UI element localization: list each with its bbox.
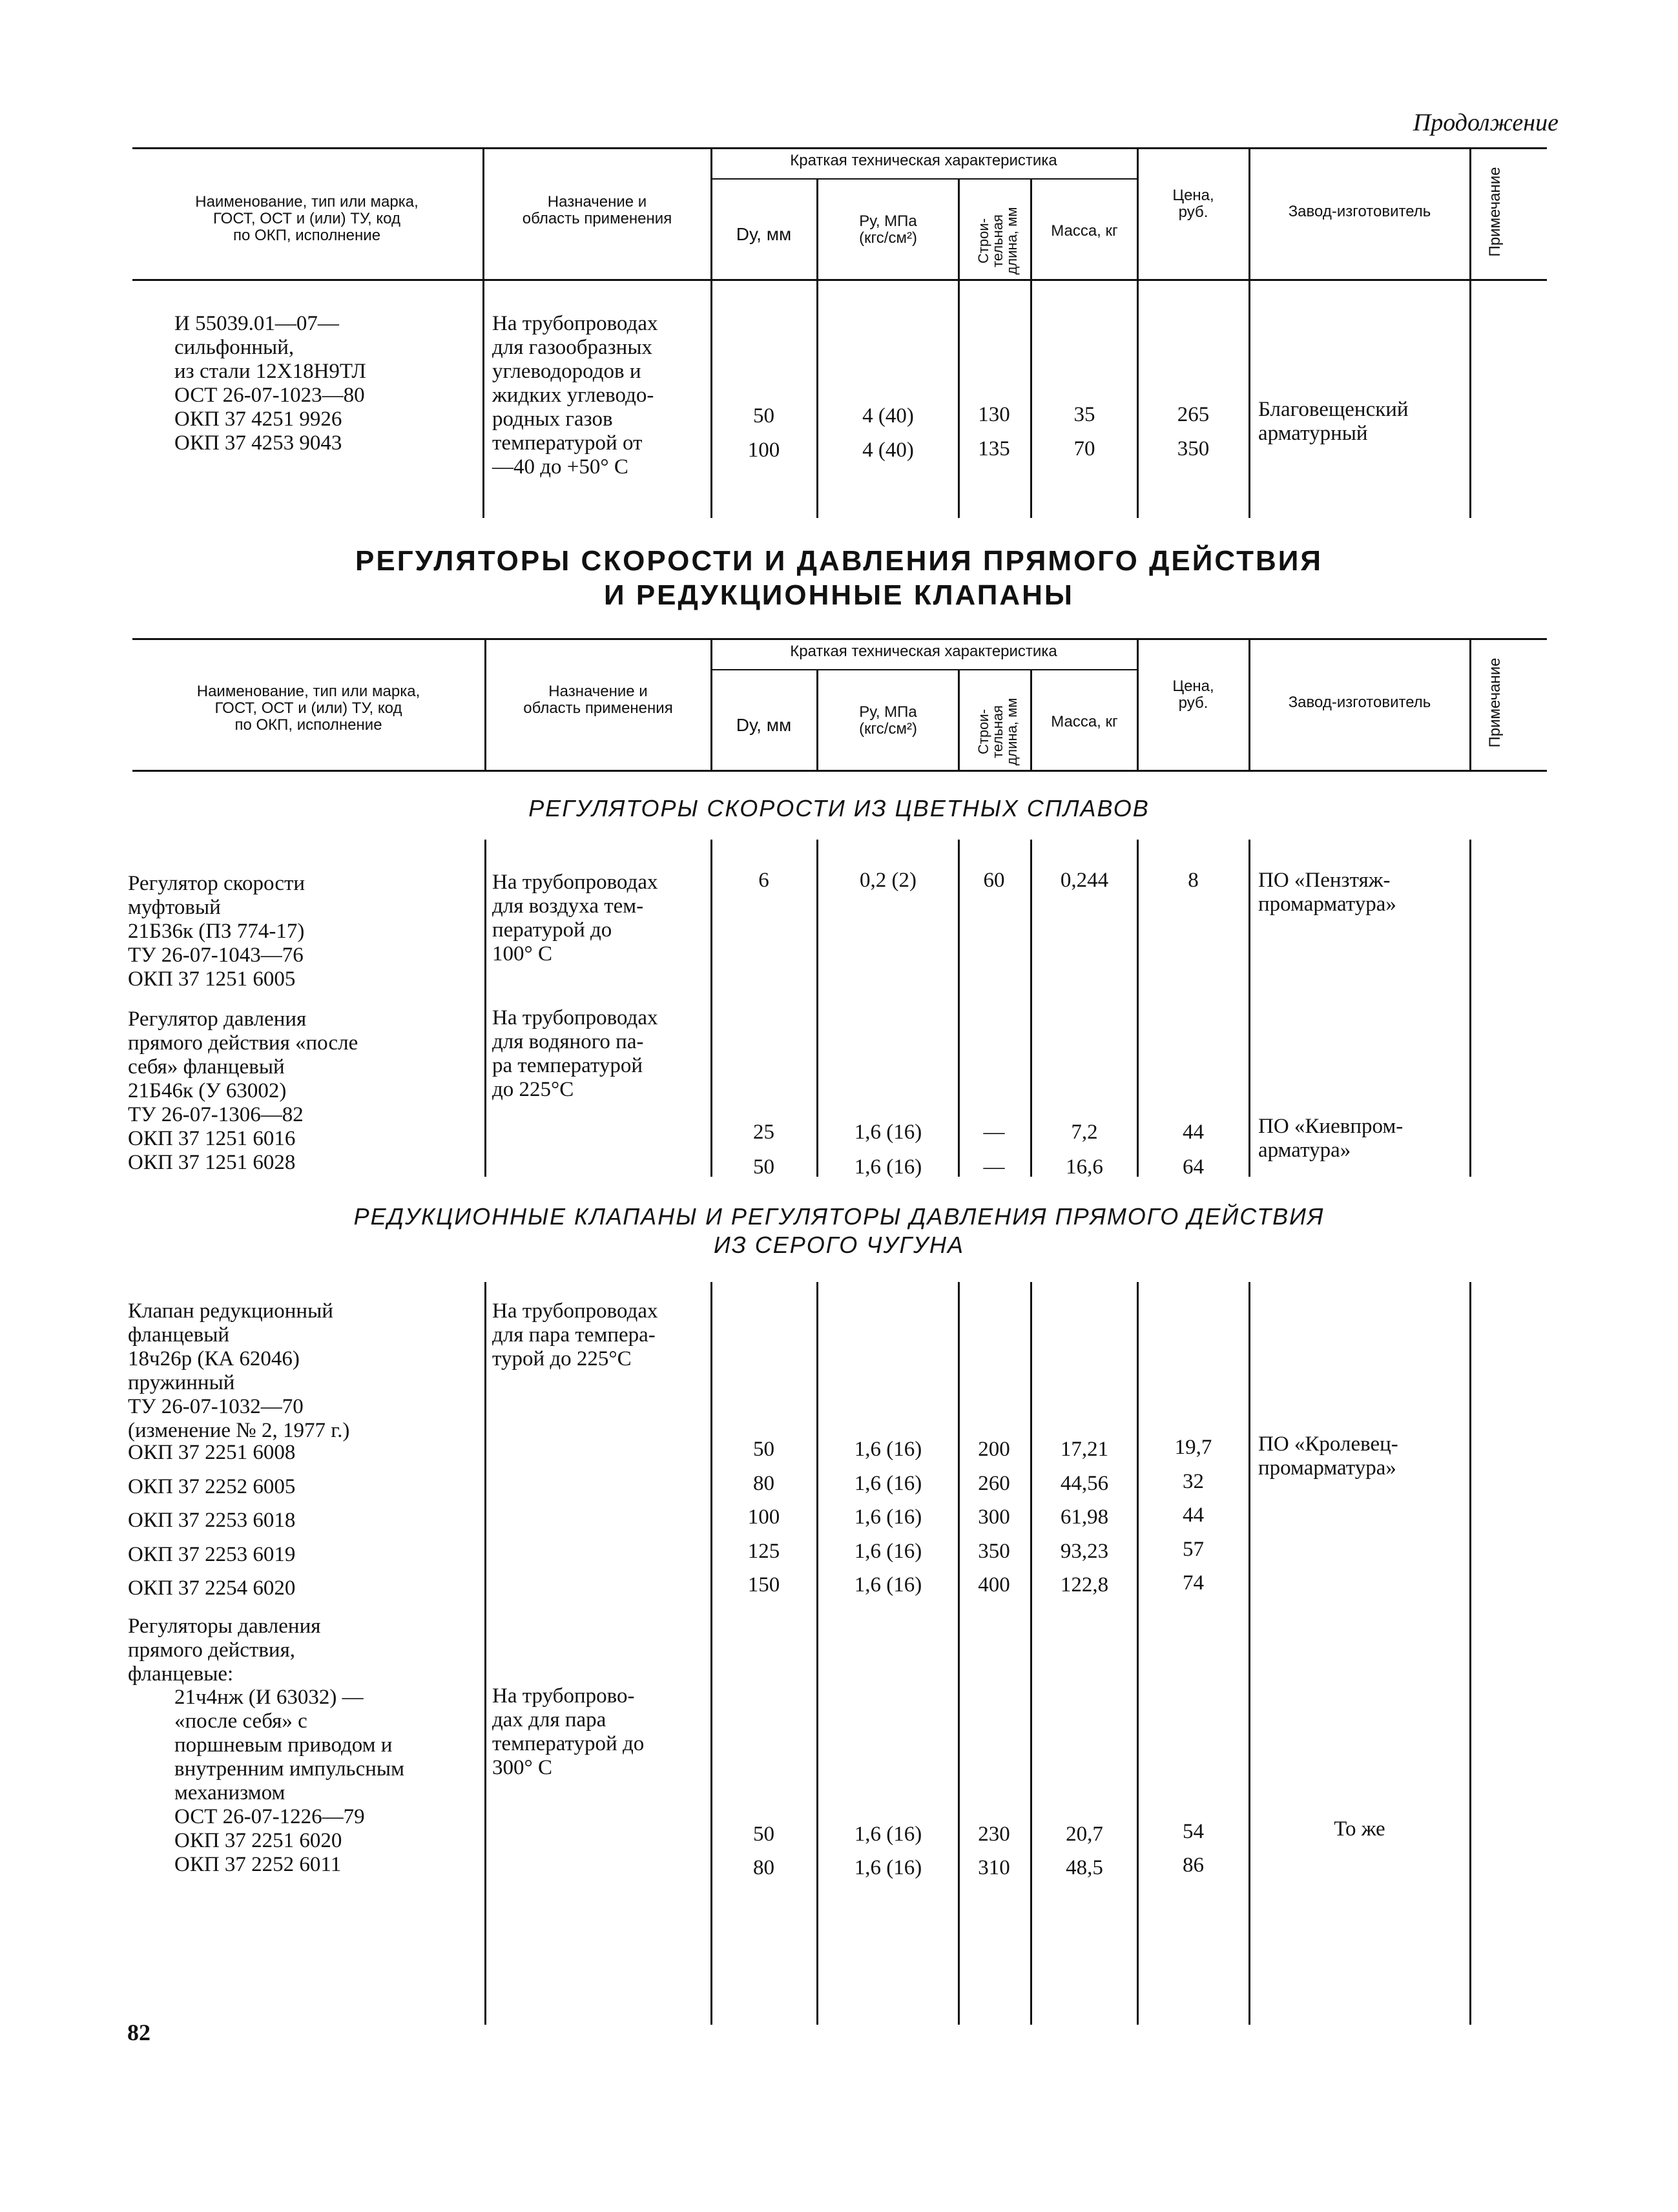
row1-maker: Благовещенский арматурный bbox=[1258, 398, 1409, 445]
rowB-purpose: На трубопроводах для водяного па- ра температурой до 225°С bbox=[492, 1006, 658, 1101]
rowB-length: — — bbox=[983, 1121, 1005, 1179]
header2-price: Цена, руб. bbox=[1172, 677, 1214, 712]
rowD-dy: 50 80 bbox=[753, 1823, 774, 1879]
header-purpose: Назначение и область применения bbox=[522, 193, 672, 227]
row1-name: И 55039.01—07— сильфонный, из стали 12Х18Н9ТЛ ОСТ 26-07-1023—80 ОКП 37 4251 9926 ОКП 37 4253 9043 bbox=[174, 312, 366, 455]
header-mass: Масса, кг bbox=[1051, 222, 1118, 240]
header-note: Примечание bbox=[1486, 167, 1504, 257]
rowB-py: 1,6 (16) 1,6 (16) bbox=[854, 1121, 922, 1179]
row1-price: 265 350 bbox=[1177, 403, 1210, 460]
header2-mass: Масса, кг bbox=[1051, 713, 1118, 730]
page-title-line1: РЕГУЛЯТОРЫ СКОРОСТИ И ДАВЛЕНИЯ ПРЯМОГО ДЕЙСТВИЯ bbox=[355, 545, 1323, 577]
rowC-codes: ОКП 37 2251 6008 ОКП 37 2252 6005 ОКП 37 2253 6018 ОКП 37 2253 6019 ОКП 37 2254 6020 bbox=[128, 1441, 296, 1600]
rowA-dy: 6 bbox=[758, 869, 769, 892]
rowC-mass: 17,21 44,56 61,98 93,23 122,8 bbox=[1060, 1438, 1109, 1597]
rowB-dy: 25 50 bbox=[753, 1121, 774, 1179]
continuation-label: Продолжение bbox=[1413, 109, 1559, 136]
rowD-price: 54 86 bbox=[1183, 1820, 1204, 1877]
rowB-price: 44 64 bbox=[1183, 1121, 1204, 1179]
rowD-maker: То же bbox=[1334, 1817, 1385, 1841]
rowD-mass: 20,7 48,5 bbox=[1066, 1823, 1103, 1879]
row1-length: 130 135 bbox=[978, 403, 1010, 460]
header-price: Цена, руб. bbox=[1172, 187, 1214, 221]
header-dy: Dу, мм bbox=[736, 224, 792, 244]
header-length: Строи- тельная длина, мм bbox=[975, 207, 1020, 275]
header2-maker: Завод-изготовитель bbox=[1288, 694, 1431, 711]
section-heading-1: РЕГУЛЯТОРЫ СКОРОСТИ ИЗ ЦВЕТНЫХ СПЛАВОВ bbox=[528, 795, 1150, 822]
section-heading-2-line2: ИЗ СЕРОГО ЧУГУНА bbox=[713, 1232, 965, 1258]
rowD-name: Регуляторы давления прямого действия, фланцевые: bbox=[128, 1615, 321, 1686]
row1-dy: 50 100 bbox=[747, 404, 780, 462]
rowC-price: 19,7 32 44 57 74 bbox=[1174, 1436, 1212, 1595]
rowB-mass: 7,2 16,6 bbox=[1066, 1121, 1103, 1179]
header2-py: Pу, МПа (кгс/см²) bbox=[859, 703, 917, 738]
rowA-purpose: На трубопроводах для воздуха тем- пературой до 100° С bbox=[492, 871, 658, 966]
rowD-length: 230 310 bbox=[978, 1823, 1010, 1879]
rowD-sub: 21ч4нж (И 63032) — «после себя» с поршневым приводом и внутренним импульсным механизмом ОСТ 26-07-1226—79 ОКП 37 2251 6020 ОКП 37 2252 6011 bbox=[174, 1686, 404, 1876]
header2-tech: Краткая техническая характеристика bbox=[790, 643, 1057, 660]
rowA-py: 0,2 (2) bbox=[860, 869, 917, 892]
rowD-py: 1,6 (16) 1,6 (16) bbox=[854, 1823, 922, 1879]
header2-length: Строи- тельная длина, мм bbox=[975, 698, 1020, 766]
page-title-line2: И РЕДУКЦИОННЫЕ КЛАПАНЫ bbox=[603, 579, 1075, 611]
header-tech: Краткая техническая характеристика bbox=[790, 152, 1057, 169]
rowD-purpose: На трубопрово- дах для пара температурой до 300° С bbox=[492, 1684, 645, 1779]
header-name: Наименование, тип или марка, ГОСТ, ОСТ и (или) ТУ, код по ОКП, исполнение bbox=[195, 193, 419, 244]
row1-purpose: На трубопроводах для газообразных углеводородов и жидких углеводо- родных газов температурой от —40 до +50° С bbox=[492, 312, 658, 479]
rowC-dy: 50 80 100 125 150 bbox=[747, 1438, 780, 1597]
rowA-length: 60 bbox=[983, 869, 1005, 892]
page-number: 82 bbox=[127, 2020, 150, 2045]
rowC-name: Клапан редукционный фланцевый 18ч26р (КА 62046) пружинный ТУ 26-07-1032—70 (изменение № 2, 1977 г.) bbox=[128, 1299, 350, 1442]
header2-dy: Dу, мм bbox=[736, 715, 792, 735]
row1-mass: 35 70 bbox=[1073, 403, 1095, 460]
rowC-length: 200 260 300 350 400 bbox=[978, 1438, 1010, 1597]
rowA-maker: ПО «Пензтяж- промарматура» bbox=[1258, 869, 1396, 916]
row1-py: 4 (40) 4 (40) bbox=[862, 404, 914, 462]
header2-name: Наименование, тип или марка, ГОСТ, ОСТ и (или) ТУ, код по ОКП, исполнение bbox=[196, 683, 420, 734]
header2-purpose: Назначение и область применения bbox=[523, 683, 673, 717]
header-py: Pу, МПа (кгс/см²) bbox=[859, 212, 917, 247]
rowB-maker: ПО «Киевпром- арматура» bbox=[1258, 1115, 1404, 1162]
section-heading-2-line1: РЕДУКЦИОННЫЕ КЛАПАНЫ И РЕГУЛЯТОРЫ ДАВЛЕНИЯ ПРЯМОГО ДЕЙСТВИЯ bbox=[353, 1203, 1325, 1230]
rowB-name: Регулятор давления прямого действия «после себя» фланцевый 21Б46к (У 63002) ТУ 26-07-1306—82 ОКП 37 1251 6016 ОКП 37 1251 6028 bbox=[128, 1008, 358, 1174]
rowC-purpose: На трубопроводах для пара темпера- турой до 225°С bbox=[492, 1299, 658, 1370]
rowA-name: Регулятор скорости муфтовый 21Б36к (ПЗ 774-17) ТУ 26-07-1043—76 ОКП 37 1251 6005 bbox=[128, 872, 306, 991]
rowA-mass: 0,244 bbox=[1060, 869, 1109, 892]
header2-note: Примечание bbox=[1486, 657, 1504, 748]
rowA-price: 8 bbox=[1188, 869, 1199, 892]
rowC-maker: ПО «Кролевец- промарматура» bbox=[1258, 1432, 1398, 1480]
rowC-py: 1,6 (16) 1,6 (16) 1,6 (16) 1,6 (16) 1,6 (16) bbox=[854, 1438, 922, 1597]
header-maker: Завод-изготовитель bbox=[1288, 203, 1431, 220]
